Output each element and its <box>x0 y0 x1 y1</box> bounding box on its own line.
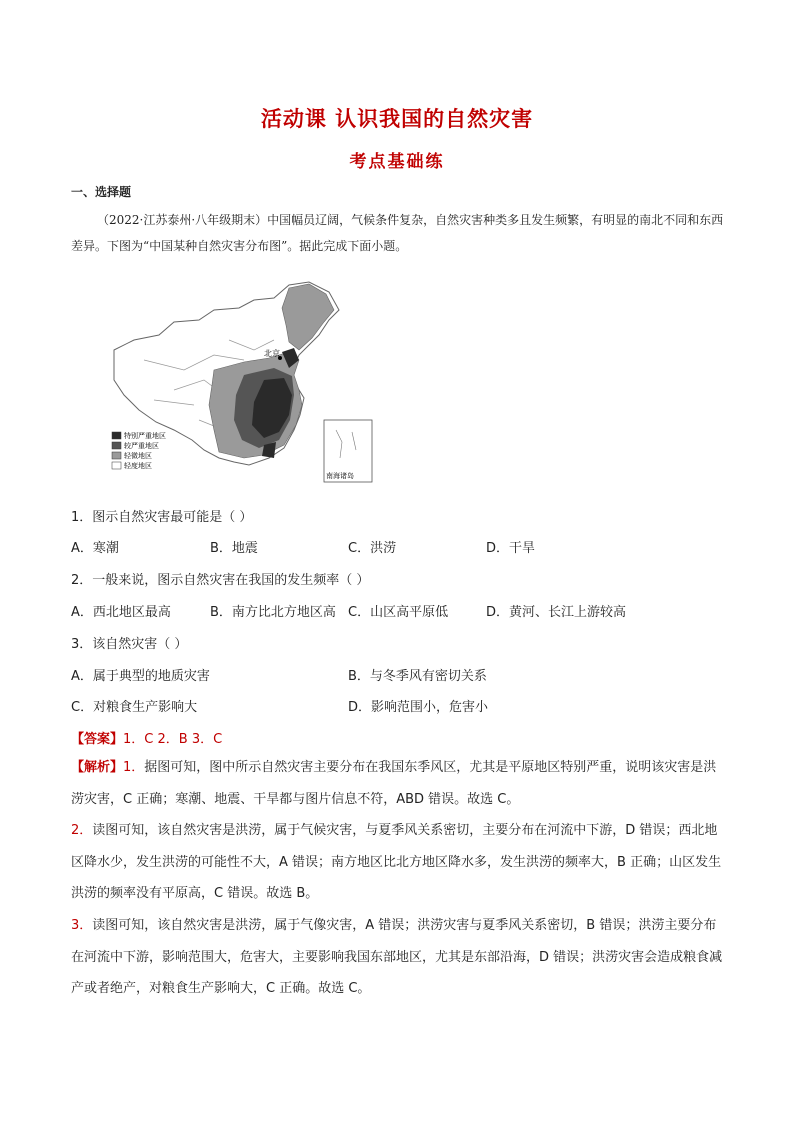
q1-option-a: A．寒潮 <box>71 541 119 556</box>
china-disaster-map <box>104 280 384 490</box>
q2-option-c: C．山区高平原低 <box>348 605 449 620</box>
analysis-tag: 【解析】 <box>71 760 124 775</box>
question-2-stem: 2．一般来说，图示自然灾害在我国的发生频率（ ） <box>71 573 370 588</box>
page-title: 活动课 认识我国的自然灾害 <box>260 107 534 131</box>
analysis-number: 3． <box>71 918 93 933</box>
q3-option-b: B．与冬季风有密切关系 <box>348 669 487 684</box>
answer-tag: 【答案】 <box>71 732 124 747</box>
analysis-paragraph-1 <box>71 752 726 815</box>
q3-option-d: D．影响范围小，危害小 <box>348 700 489 715</box>
q2-option-a: A．西北地区最高 <box>71 605 171 620</box>
legend-label: 较严重地区 <box>124 442 159 450</box>
q2-option-b: B．南方比北方地区高 <box>210 605 336 620</box>
analysis-paragraph-3 <box>71 910 726 1005</box>
map-legend <box>112 431 166 470</box>
question-1-stem: 1．图示自然灾害最可能是（ ） <box>71 510 253 525</box>
question-3-stem: 3．该自然灾害（ ） <box>71 637 188 652</box>
northeast-zone <box>282 284 334 350</box>
q1-option-d: D．干旱 <box>486 541 536 556</box>
analysis-number: 2． <box>71 823 93 838</box>
legend-label: 轻度地区 <box>124 462 152 470</box>
analysis-text: 据图可知，图中所示自然灾害主要分布在我国东季风区，尤其是平原地区特别严重，说明该灾害是洪涝灾害，C 正确；寒潮、地震、干旱都与图片信息不符，ABD 错误。故选 C。 <box>71 760 717 807</box>
analysis-text: 读图可知，该自然灾害是洪涝，属于气候灾害，与夏季风关系密切，主要分布在河流中下游，D 错误；西北地区降水少，发生洪涝的可能性不大，A 错误；南方地区比北方地区降水多，发生洪涝的频率大，B 正确；山区发生洪涝的频率没有平原高，C 错误。故选 B。 <box>71 823 722 901</box>
analysis-paragraph-2 <box>71 815 726 910</box>
section-heading: 一、选择题 <box>71 185 132 199</box>
analysis-number: 1． <box>123 760 145 775</box>
q3-option-a: A．属于典型的地质灾害 <box>71 669 210 684</box>
q3-option-c: C．对粮食生产影响大 <box>71 700 198 715</box>
q1-option-b: B．地震 <box>210 541 258 556</box>
analysis-text: 读图可知，该自然灾害是洪涝，属于气像灾害，A 错误；洪涝灾害与夏季风关系密切，B 错误；洪涝主要分布在河流中下游，影响范围大，危害大，主要影响我国东部地区，尤其是东部沿海，D 错误；洪涝灾害会造成粮食减产或者绝产，对粮食生产影响大，C 正确。故选 C。 <box>71 918 723 996</box>
question-intro: （2022·江苏泰州·八年级期末）中国幅员辽阔，气候条件复杂，自然灾害种类多且发生频繁，有明显的南北不同和东西差异。下图为“中国某种自然灾害分布图”。据此完成下面小题。 <box>71 213 724 253</box>
answer-line <box>71 728 222 747</box>
legend-label: 特别严重地区 <box>124 432 166 440</box>
legend-label: 轻微地区 <box>124 452 152 460</box>
q1-option-c: C．洪涝 <box>348 541 397 556</box>
page-subtitle: 考点基础练 <box>349 152 445 172</box>
q2-option-d: D．黄河、长江上游较高 <box>486 605 627 620</box>
nanhai-label: 南海诸岛 <box>326 472 354 480</box>
beijing-label: 北京 <box>264 349 280 358</box>
answer-text: 1．C 2．B 3．C <box>123 732 223 747</box>
